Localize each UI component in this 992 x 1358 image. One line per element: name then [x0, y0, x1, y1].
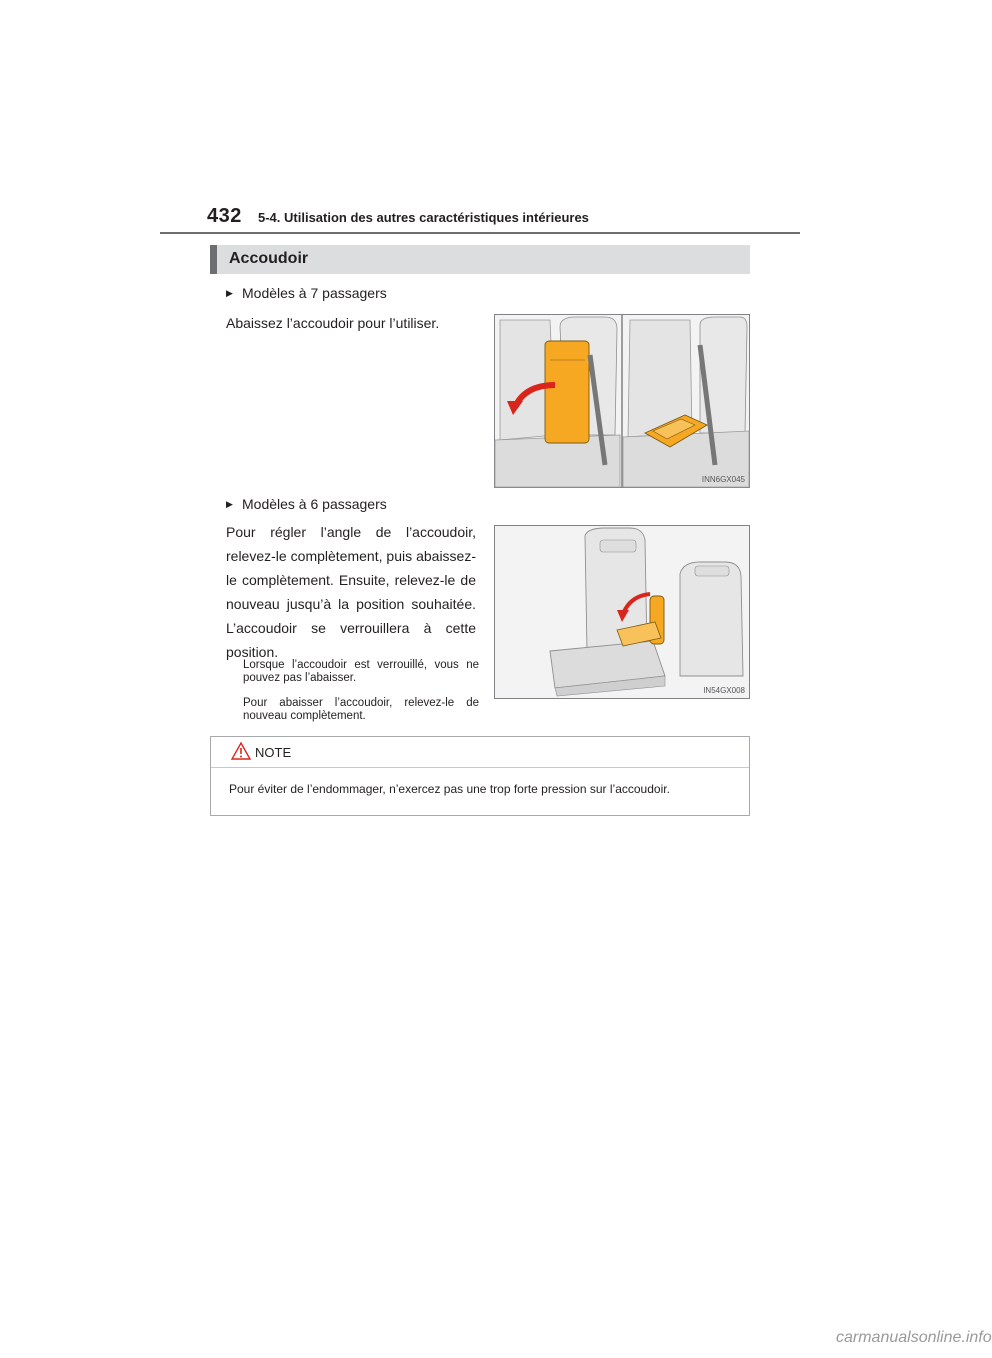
- armrest-7-seat-illustration: [495, 315, 749, 487]
- note-divider: [211, 767, 749, 768]
- figure-code-6-seat: IN54GX008: [703, 686, 745, 695]
- figure-armrest-6-seat: [494, 525, 750, 699]
- section-header: [210, 245, 750, 274]
- note-title: NOTE: [255, 745, 292, 760]
- page-number: 432: [207, 205, 242, 227]
- header-rule: [160, 232, 800, 234]
- chapter-title: 5-4. Utilisation des autres caractéristiques intérieures: [258, 210, 589, 225]
- figure-armrest-7-seat: [494, 314, 750, 488]
- note-body: Pour éviter de l’endommager, n’exercez pas une trop forte pression sur l’accoudoir.: [229, 782, 670, 796]
- triangle-bullet-icon: ▶: [226, 288, 233, 298]
- small-note-locked: Lorsque l’accoudoir est verrouillé, vous ne pouvez pas l’abaisser.: [243, 659, 479, 684]
- triangle-bullet-icon: ▶: [226, 499, 233, 509]
- bullet-7-seat: [226, 285, 387, 301]
- instruction-6-seat: Pour régler l’angle de l’accoudoir, relevez-le complètement, puis abaissez-le complètement. Ensuite, relevez-le de nouveau jusqu’à la position souhaitée. L’accoudoir se verrouillera à cette position.: [226, 524, 476, 660]
- watermark: carmanualsonline.info: [836, 1329, 992, 1346]
- section-title: Accoudoir: [229, 250, 309, 267]
- small-note-lower: Pour abaisser l’accoudoir, relevez-le de nouveau complètement.: [243, 697, 479, 722]
- bullet-6-seat: [226, 496, 387, 512]
- warning-icon: [231, 741, 251, 766]
- figure-code-7-seat: INN6GX045: [701, 475, 745, 484]
- note-box: [210, 736, 750, 816]
- instruction-7-seat: Abaissez l’accoudoir pour l’utiliser.: [226, 315, 440, 331]
- bullet-6-seat-label: Modèles à 6 passagers: [242, 496, 387, 512]
- armrest-6-seat-illustration: [495, 526, 749, 698]
- bullet-7-seat-label: Modèles à 7 passagers: [242, 285, 387, 301]
